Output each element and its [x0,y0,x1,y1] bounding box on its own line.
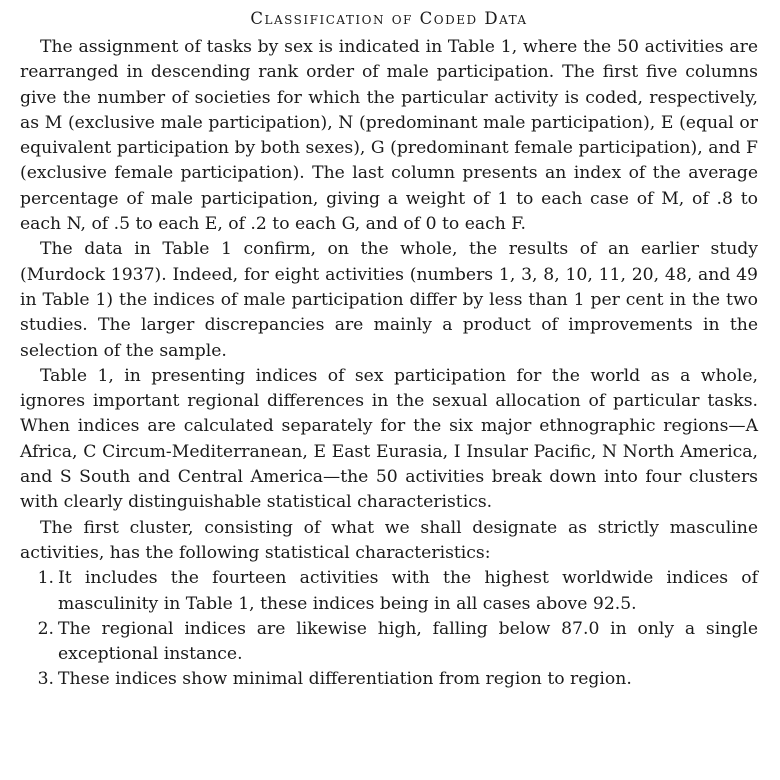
list-item [20,667,758,692]
list-item-text: It includes the fourteen activities with the highest worldwide indices of masculinity in Table 1, these indices being in all cases above 92.5. [58,568,758,614]
list-item-number: 3. [37,669,54,690]
list-item [20,566,758,617]
list-item-text: The regional indices are likewise high, falling below 87.0 in only a single exceptional instance. [58,618,758,665]
paragraph-task-assignment: The assignment of tasks by sex is indicated in Table 1, where the 50 activities are rearranged in descending rank order of male participation. The first five columns give the number of societies for which the particular activity is coded, respectively, as M (exclusive male participation), N (predominant male participation), E (equal or equivalent participation by both sexes), G (predominant female participation), and F (exclusive female participation). The last column presents an index of the average percentage of male participation, giving a weight of 1 to each case of M, of .8 to each N, of .5 to each E, of .2 to each G, and of 0 to each F. [20,37,758,235]
characteristics-list [20,566,758,692]
list-item [20,617,758,668]
paragraph-earlier-study: The data in Table 1 confirm, on the whole, the results of an earlier study (Murdock 1937). Indeed, for eight activities (numbers 1, 3, 8, 10, 11, 20, 48, and 49 in Table 1) the indices of male participation differ by less than 1 per cent in the two studies. The larger discrepancies are mainly a product of improvements in the selection of the sample. [20,239,758,361]
list-item-number: 1. [37,568,54,589]
section-heading: Classification of Coded Data [250,9,528,28]
list-item-number: 2. [37,618,54,639]
list-item-text: These indices show minimal differentiation from region to region. [58,669,632,690]
paragraph-regional-differences: Table 1, in presenting indices of sex participation for the world as a whole, ignores important regional differences in the sexual allocation of particular tasks. When indices are calculated separately for the six major ethnographic regions—A Africa, C Circum-Mediterranean, E East Eurasia, I Insular Pacific, N North America, and S South and Central America—the 50 activities break down into four clusters with clearly distinguishable statistical characteristics. [20,365,758,513]
paragraph-first-cluster: The first cluster, consisting of what we shall designate as strictly masculine activities, has the following statistical characteristics: [20,517,758,563]
